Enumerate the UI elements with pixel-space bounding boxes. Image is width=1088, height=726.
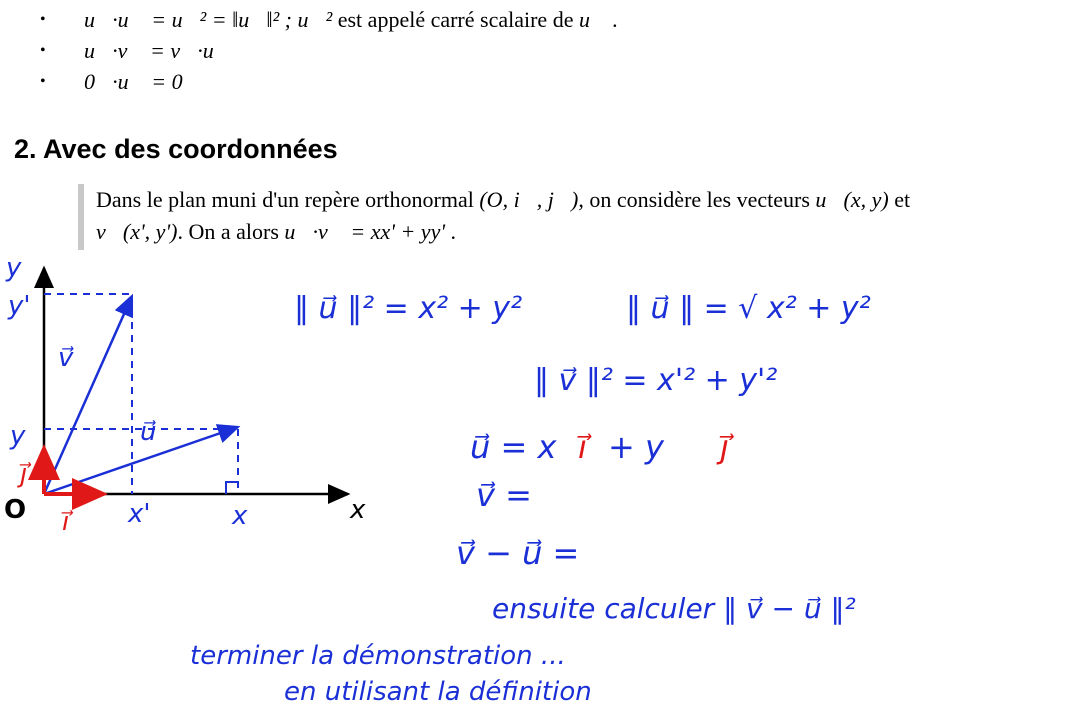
- note-norm-u: ‖ u⃗ ‖ = √ x² + y²: [626, 291, 871, 326]
- note-norm-v-squared: ‖ v⃗ ‖² = x'² + y'²: [534, 363, 778, 398]
- vector-j-label: j⃗: [20, 459, 28, 489]
- tick-x-label: x: [232, 501, 248, 531]
- vector-u-label: u⃗: [140, 417, 157, 447]
- vector-v-label: v⃗: [58, 343, 74, 373]
- svg-text:+ y: + y: [608, 428, 664, 466]
- note-ensuite: ensuite calculer ‖ v⃗ − u⃗ ‖²: [492, 592, 856, 625]
- svg-text:i⃗: i⃗: [578, 428, 587, 466]
- vector-v-arrow: [44, 296, 132, 494]
- definition-line-1: Dans le plan muni d'un repère orthonormal (O, i⃗, j⃗), on considère les vecteurs u⃗(x, y) et: [96, 187, 911, 212]
- origin-label: O: [4, 495, 27, 525]
- x-axis-label: x: [350, 495, 366, 525]
- bullet: •: [40, 42, 46, 59]
- note-v-minus-u: v⃗ − u⃗ =: [456, 534, 580, 572]
- note-terminer: terminer la démonstration ...: [190, 641, 566, 671]
- svg-text:u⃗ = x: u⃗ = x: [470, 428, 557, 466]
- note-en-utilisant: en utilisant la définition: [284, 677, 592, 707]
- definition-line-2: v⃗(x', y'). On a alors u⃗·v⃗ = xx' + yy' .: [96, 219, 457, 244]
- note-v-equals: v⃗ =: [476, 476, 532, 514]
- tick-x-prime-label: x': [128, 499, 151, 529]
- property-formula: 0⃗·u⃗ = 0: [84, 69, 183, 94]
- tick-y-prime-label: y': [8, 291, 31, 321]
- vector-i-label: i⃗: [62, 507, 70, 537]
- bullet: •: [40, 73, 46, 90]
- svg-text:j⃗: j⃗: [720, 428, 729, 466]
- property-text: est appelé carré scalaire de: [332, 7, 579, 32]
- definition-blockquote: [78, 184, 1088, 250]
- y-axis-label: y: [6, 253, 22, 283]
- section-title: 2. Avec des coordonnées: [14, 134, 338, 164]
- tick-y-label: y: [10, 421, 26, 451]
- right-angle-mark: [226, 482, 238, 494]
- note-u-decomposition: [470, 428, 735, 466]
- bullet: •: [40, 11, 46, 28]
- property-formula: u⃗·u⃗ = u⃗² = ‖u⃗‖² ; u⃗² est appelé carré scalaire de u⃗ .: [84, 7, 619, 32]
- property-formula: u⃗·v⃗ = v⃗·u⃗: [84, 38, 231, 63]
- dashed-guides: [44, 294, 238, 494]
- handwritten-notes-canvas: [0, 250, 1088, 726]
- note-norm-u-squared: ‖ u⃗ ‖² = x² + y²: [294, 291, 523, 326]
